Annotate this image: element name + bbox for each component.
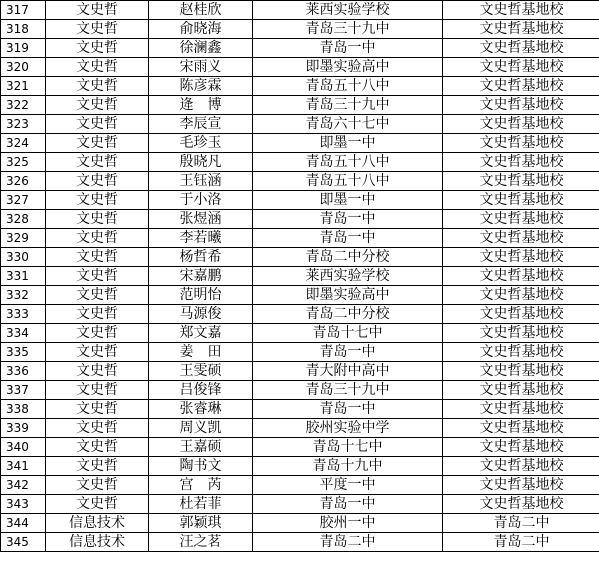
school-cell[interactable]: 青岛六十七中	[253, 115, 443, 134]
row-number-cell[interactable]: 317	[1, 1, 46, 20]
row-number-cell[interactable]: 327	[1, 191, 46, 210]
row-number-cell[interactable]: 321	[1, 77, 46, 96]
base-school-cell[interactable]: 文史哲基地校	[443, 248, 599, 267]
subject-cell[interactable]: 文史哲	[46, 20, 149, 39]
table-row	[1, 20, 599, 39]
base-school-cell[interactable]: 青岛二中	[443, 514, 599, 533]
base-school-cell[interactable]: 文史哲基地校	[443, 362, 599, 381]
student-name-cell[interactable]: 郭颖琪	[149, 514, 253, 533]
school-cell[interactable]: 青岛一中	[253, 400, 443, 419]
table-row	[1, 286, 599, 305]
subject-cell[interactable]: 文史哲	[46, 286, 149, 305]
base-school-cell[interactable]: 文史哲基地校	[443, 381, 599, 400]
base-school-cell[interactable]: 文史哲基地校	[443, 400, 599, 419]
table-row	[1, 229, 599, 248]
school-cell[interactable]: 即墨一中	[253, 134, 443, 153]
row-number-cell[interactable]: 336	[1, 362, 46, 381]
subject-cell[interactable]: 文史哲	[46, 495, 149, 514]
school-cell[interactable]: 即墨实验高中	[253, 58, 443, 77]
school-cell[interactable]: 青岛十七中	[253, 324, 443, 343]
school-cell[interactable]: 青岛一中	[253, 343, 443, 362]
table-row	[1, 134, 599, 153]
row-number-cell[interactable]: 323	[1, 115, 46, 134]
table-row	[1, 210, 599, 229]
student-name-cell[interactable]: 马源俊	[149, 305, 253, 324]
student-name-cell[interactable]: 殷晓凡	[149, 153, 253, 172]
base-school-cell[interactable]: 文史哲基地校	[443, 115, 599, 134]
base-school-cell[interactable]: 青岛二中	[443, 533, 599, 552]
subject-cell[interactable]: 文史哲	[46, 229, 149, 248]
school-cell[interactable]: 胶州实验中学	[253, 419, 443, 438]
student-name-cell[interactable]: 逄 博	[149, 96, 253, 115]
subject-cell[interactable]: 文史哲	[46, 39, 149, 58]
table-row	[1, 457, 599, 476]
row-number-cell[interactable]: 338	[1, 400, 46, 419]
row-number-cell[interactable]: 334	[1, 324, 46, 343]
table-row	[1, 172, 599, 191]
row-number-cell[interactable]: 339	[1, 419, 46, 438]
school-cell[interactable]: 青岛三十九中	[253, 96, 443, 115]
school-cell[interactable]: 青岛二中分校	[253, 305, 443, 324]
base-school-cell[interactable]: 文史哲基地校	[443, 134, 599, 153]
table-row	[1, 400, 599, 419]
school-cell[interactable]: 莱西实验学校	[253, 1, 443, 20]
subject-cell[interactable]: 文史哲	[46, 457, 149, 476]
table-row	[1, 305, 599, 324]
subject-cell[interactable]: 文史哲	[46, 476, 149, 495]
base-school-cell[interactable]: 文史哲基地校	[443, 343, 599, 362]
subject-cell[interactable]: 文史哲	[46, 324, 149, 343]
base-school-cell[interactable]: 文史哲基地校	[443, 229, 599, 248]
row-number-cell[interactable]: 333	[1, 305, 46, 324]
row-number-cell[interactable]: 329	[1, 229, 46, 248]
subject-cell[interactable]: 文史哲	[46, 77, 149, 96]
base-school-cell[interactable]: 文史哲基地校	[443, 210, 599, 229]
school-cell[interactable]: 青岛一中	[253, 39, 443, 58]
school-cell[interactable]: 青大附中高中	[253, 362, 443, 381]
student-name-cell[interactable]: 杜若菲	[149, 495, 253, 514]
school-cell[interactable]: 青岛一中	[253, 210, 443, 229]
base-school-cell[interactable]: 文史哲基地校	[443, 419, 599, 438]
student-name-cell[interactable]: 李辰宣	[149, 115, 253, 134]
student-name-cell[interactable]: 宋雨义	[149, 58, 253, 77]
school-cell[interactable]: 胶州一中	[253, 514, 443, 533]
row-number-cell[interactable]: 341	[1, 457, 46, 476]
base-school-cell[interactable]: 文史哲基地校	[443, 77, 599, 96]
row-number-cell[interactable]: 326	[1, 172, 46, 191]
row-number-cell[interactable]: 332	[1, 286, 46, 305]
row-number-cell[interactable]: 322	[1, 96, 46, 115]
student-name-cell[interactable]: 毛珍玉	[149, 134, 253, 153]
subject-cell[interactable]: 文史哲	[46, 58, 149, 77]
school-cell[interactable]: 青岛一中	[253, 495, 443, 514]
school-cell[interactable]: 青岛一中	[253, 229, 443, 248]
student-name-cell[interactable]: 宋嘉鹏	[149, 267, 253, 286]
student-name-cell[interactable]: 宫 芮	[149, 476, 253, 495]
table-row	[1, 343, 599, 362]
base-school-cell[interactable]: 文史哲基地校	[443, 267, 599, 286]
row-number-cell[interactable]: 343	[1, 495, 46, 514]
table-row	[1, 419, 599, 438]
school-cell[interactable]: 青岛五十八中	[253, 77, 443, 96]
subject-cell[interactable]: 文史哲	[46, 248, 149, 267]
base-school-cell[interactable]: 文史哲基地校	[443, 1, 599, 20]
row-number-cell[interactable]: 325	[1, 153, 46, 172]
row-number-cell[interactable]: 324	[1, 134, 46, 153]
base-school-cell[interactable]: 文史哲基地校	[443, 438, 599, 457]
student-name-cell[interactable]: 杨哲希	[149, 248, 253, 267]
row-number-cell[interactable]: 345	[1, 533, 46, 552]
table-row	[1, 191, 599, 210]
roster-table-body	[1, 1, 599, 552]
row-number-cell[interactable]: 340	[1, 438, 46, 457]
row-number-cell[interactable]: 335	[1, 343, 46, 362]
row-number-cell[interactable]: 344	[1, 514, 46, 533]
subject-cell[interactable]: 信息技术	[46, 533, 149, 552]
table-row	[1, 324, 599, 343]
table-row	[1, 77, 599, 96]
school-cell[interactable]: 平度一中	[253, 476, 443, 495]
student-name-cell[interactable]: 吕俊锋	[149, 381, 253, 400]
table-row	[1, 153, 599, 172]
base-school-cell[interactable]: 文史哲基地校	[443, 476, 599, 495]
student-name-cell[interactable]: 张煜涵	[149, 210, 253, 229]
table-row	[1, 248, 599, 267]
base-school-cell[interactable]: 文史哲基地校	[443, 20, 599, 39]
row-number-cell[interactable]: 318	[1, 20, 46, 39]
table-row	[1, 58, 599, 77]
table-row	[1, 267, 599, 286]
base-school-cell[interactable]: 文史哲基地校	[443, 457, 599, 476]
school-cell[interactable]: 青岛五十八中	[253, 153, 443, 172]
base-school-cell[interactable]: 文史哲基地校	[443, 172, 599, 191]
subject-cell[interactable]: 文史哲	[46, 362, 149, 381]
student-name-cell[interactable]: 姜 田	[149, 343, 253, 362]
subject-cell[interactable]: 文史哲	[46, 305, 149, 324]
student-name-cell[interactable]: 周义凯	[149, 419, 253, 438]
table-row	[1, 533, 599, 552]
subject-cell[interactable]: 文史哲	[46, 115, 149, 134]
school-cell[interactable]: 青岛二中	[253, 533, 443, 552]
student-name-cell[interactable]: 张睿琳	[149, 400, 253, 419]
student-name-cell[interactable]: 王钰涵	[149, 172, 253, 191]
subject-cell[interactable]: 文史哲	[46, 419, 149, 438]
table-row	[1, 495, 599, 514]
student-name-cell[interactable]: 陶书文	[149, 457, 253, 476]
student-name-cell[interactable]: 王嘉硕	[149, 438, 253, 457]
school-cell[interactable]: 莱西实验学校	[253, 267, 443, 286]
student-name-cell[interactable]: 范明怡	[149, 286, 253, 305]
row-number-cell[interactable]: 342	[1, 476, 46, 495]
subject-cell[interactable]: 文史哲	[46, 96, 149, 115]
subject-cell[interactable]: 文史哲	[46, 172, 149, 191]
table-row	[1, 39, 599, 58]
base-school-cell[interactable]: 文史哲基地校	[443, 191, 599, 210]
row-number-cell[interactable]: 319	[1, 39, 46, 58]
base-school-cell[interactable]: 文史哲基地校	[443, 96, 599, 115]
base-school-cell[interactable]: 文史哲基地校	[443, 305, 599, 324]
table-row	[1, 438, 599, 457]
base-school-cell[interactable]: 文史哲基地校	[443, 39, 599, 58]
student-name-cell[interactable]: 赵桂欣	[149, 1, 253, 20]
subject-cell[interactable]: 文史哲	[46, 400, 149, 419]
school-cell[interactable]: 青岛十九中	[253, 457, 443, 476]
subject-cell[interactable]: 文史哲	[46, 153, 149, 172]
student-name-cell[interactable]: 汪之茗	[149, 533, 253, 552]
school-cell[interactable]: 青岛三十九中	[253, 20, 443, 39]
table-row	[1, 96, 599, 115]
student-name-cell[interactable]: 俞晓海	[149, 20, 253, 39]
school-cell[interactable]: 即墨一中	[253, 191, 443, 210]
base-school-cell[interactable]: 文史哲基地校	[443, 58, 599, 77]
row-number-cell[interactable]: 320	[1, 58, 46, 77]
table-row	[1, 362, 599, 381]
student-name-cell[interactable]: 徐澜鑫	[149, 39, 253, 58]
base-school-cell[interactable]: 文史哲基地校	[443, 324, 599, 343]
student-name-cell[interactable]: 郑文嘉	[149, 324, 253, 343]
subject-cell[interactable]: 文史哲	[46, 210, 149, 229]
table-row	[1, 381, 599, 400]
table-row	[1, 476, 599, 495]
subject-cell[interactable]: 文史哲	[46, 134, 149, 153]
base-school-cell[interactable]: 文史哲基地校	[443, 153, 599, 172]
subject-cell[interactable]: 文史哲	[46, 267, 149, 286]
base-school-cell[interactable]: 文史哲基地校	[443, 286, 599, 305]
subject-cell[interactable]: 文史哲	[46, 343, 149, 362]
table-row	[1, 1, 599, 20]
table-row	[1, 115, 599, 134]
row-number-cell[interactable]: 331	[1, 267, 46, 286]
school-cell[interactable]: 青岛十七中	[253, 438, 443, 457]
student-name-cell[interactable]: 王雯硕	[149, 362, 253, 381]
subject-cell[interactable]: 文史哲	[46, 191, 149, 210]
school-cell[interactable]: 即墨实验高中	[253, 286, 443, 305]
subject-cell[interactable]: 文史哲	[46, 381, 149, 400]
row-number-cell[interactable]: 337	[1, 381, 46, 400]
table-row	[1, 514, 599, 533]
base-school-cell[interactable]: 文史哲基地校	[443, 495, 599, 514]
school-cell[interactable]: 青岛三十九中	[253, 381, 443, 400]
subject-cell[interactable]: 文史哲	[46, 438, 149, 457]
student-name-cell[interactable]: 于小洛	[149, 191, 253, 210]
student-name-cell[interactable]: 陈彦霖	[149, 77, 253, 96]
student-name-cell[interactable]: 李若曦	[149, 229, 253, 248]
subject-cell[interactable]: 信息技术	[46, 514, 149, 533]
subject-cell[interactable]: 文史哲	[46, 1, 149, 20]
school-cell[interactable]: 青岛二中分校	[253, 248, 443, 267]
row-number-cell[interactable]: 330	[1, 248, 46, 267]
row-number-cell[interactable]: 328	[1, 210, 46, 229]
school-cell[interactable]: 青岛五十八中	[253, 172, 443, 191]
